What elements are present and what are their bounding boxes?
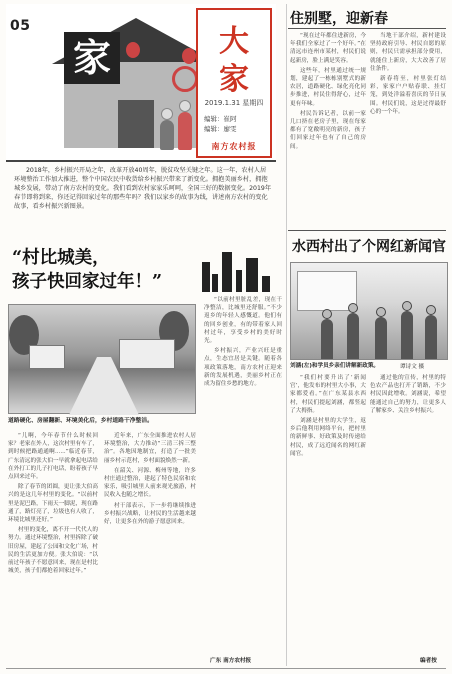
intro-paragraph: 2018年，乡村振兴开局之年，改革开放40周年，脱贫攻坚关键之年。这一年，农村人居环境整治工作加大推进，整个中国农民中收货给乡村振兴带来了新变化。拥抱美丽乡村，拥抱城乡发展，带动了南方农村的变化。我们看到农村家家乐呵呵，全国三好的数据变化。2019年春节即将到来，你还记得回家过年的那些年吗？我们以家乡的故事为线，讲述南方农村的变化故事，看乡村振兴新图景。 (14, 167, 272, 210)
paper-name: 南方农村报 (211, 142, 257, 151)
section-rule (288, 230, 446, 231)
article-column-1: “儿啊，今年春节什么时候回家？老家在外人，这次村里有车了，到时候把路通通啊......”临近春节，广东清远的张大伯一早就拿起电话给在外打工的儿子打电话，盼着孩子早点回来过年。 除了春节的团圆，更让张大伯高兴的是这几年村里的变化。“以前村里是泥巴路，下雨天一脚泥，现在路通了，路灯亮了，垃圾也有人收了，环境比城里还好。” 村里的变化，离不开一代代人的努力。通过环境整治，村里拆除了破旧房屋，建起了公园和文化广场，村民的生活更加方便。张大伯说：“以前过年孩子不愿意回来，现在是村比城美，孩子们都抢着回家过年。” (8, 433, 98, 575)
jia-character-box: 家 (64, 32, 120, 84)
headline-line-1: “村比城美， (12, 248, 110, 268)
photo-credit: 谭诗文 摄 (400, 364, 425, 370)
seal-da-char: 大 (219, 24, 249, 59)
flower-window-icon (172, 66, 198, 92)
villagers-photo (290, 262, 448, 360)
lantern-icon (126, 42, 140, 58)
right-article-column-2: 当地干部介绍，新村建设坚持政府引导、村民自愿的原则，村民只需承担部分费用，就能住上新房，大大改善了居住条件。 新春将至，村里张灯结彩，家家户户贴春联、挂灯笼，到处洋溢着喜庆的节日氛围。村民们说，这是过得最舒心的一个年。 (370, 33, 446, 115)
article-column-3: “以前村里脏乱差，现在干净整洁，比城里还舒服。”不少返乡的年轻人感慨道。他们有的回乡创业，有的带着家人回村过年，享受乡村的美好时光。 乡村振兴，产业兴旺是重点，生态宜居是关键。随着各项政策落地，南方农村正迎来新的发展机遇，美丽乡村正在成为留住乡愁的地方。 (204, 297, 282, 388)
person-figure (160, 120, 174, 150)
photo-caption-left: 道路硬化、房屋翻新、环境美化后，乡村道路干净整洁。 (8, 418, 153, 424)
title-rule (288, 28, 446, 29)
headline-line-2: 孩子快回家过年！” (12, 272, 163, 292)
designer-credit: 编辑：廖雯 (204, 125, 237, 133)
column-divider (286, 4, 287, 666)
section-seal (196, 8, 272, 158)
seal-jia-char: 家 (219, 62, 249, 97)
person-figure (178, 112, 192, 150)
skyline-graphic (198, 248, 278, 292)
editor-credit: 编辑：崔阿 (204, 115, 237, 123)
main-headline (12, 246, 202, 294)
village-road-photo (8, 304, 196, 414)
right-bottom-column-2: 通过他的宣传，村里的特色农产品也打开了销路，不少村民因此增收。刘涵说，希望能通过自己的努力，让更多人了解家乡、关注乡村振兴。 (370, 375, 446, 414)
issue-date: 2019.1.31 星期四 (204, 99, 264, 107)
right-bottom-title: 水西村出了个网红新闻官 (292, 239, 446, 255)
right-bottom-column-1: “我们村要升出了‘新闻官’，他发布的村里大小事，大家都爱看。”在广东某县水西村，村民们提起刘涵，都竖起了大拇指。 刘涵是村里的大学生，返乡后他利用网络平台，把村里的新鲜事、好政策及时传递给村民，成了远近闻名的网红新闻官。 (290, 375, 366, 457)
article-signoff: 广东 南方农村报 (210, 658, 252, 664)
lantern-icon (182, 48, 196, 64)
right-article-title: 住别墅，迎新春 (290, 11, 388, 27)
article-column-2: 近年来，广东全面推进农村人居环境整治，大力推动“三清三拆三整治”。各地因地制宜，打造了一批美丽乡村示范村，乡村面貌焕然一新。 在韶关、河源、梅州等地，许多村庄通过整治，建起了特色民宿和农家乐，吸引城里人前来观光旅游，村民收入也随之增长。 村干部表示，下一步将继续推进乡村振兴战略，让村民的生活越来越好，让更多在外的游子愿意回来。 (104, 433, 196, 526)
photo-caption-right: 刘涵(左)和学员乡亲们讲解新政策。 (290, 363, 380, 369)
page-number: 05 (10, 18, 31, 34)
right-signoff: 编者按 (420, 658, 437, 664)
door-graphic (118, 100, 154, 148)
right-article-column-1: “现在过年都住进新房，今年我们全家过了一个好年。”在清远市连州市某村，村民们说起新房，脸上满是笑容。 这些年，村里通过统一规划，建起了一栋栋别墅式的新农居，道路硬化、绿化亮化同步推进，村民住得舒心，过年更有年味。 村民告诉记者，以前一家几口挤在老房子里，现在每家都有了宽敞明亮的新房，孩子们回家过年也有了自己的房间。 (290, 33, 366, 150)
